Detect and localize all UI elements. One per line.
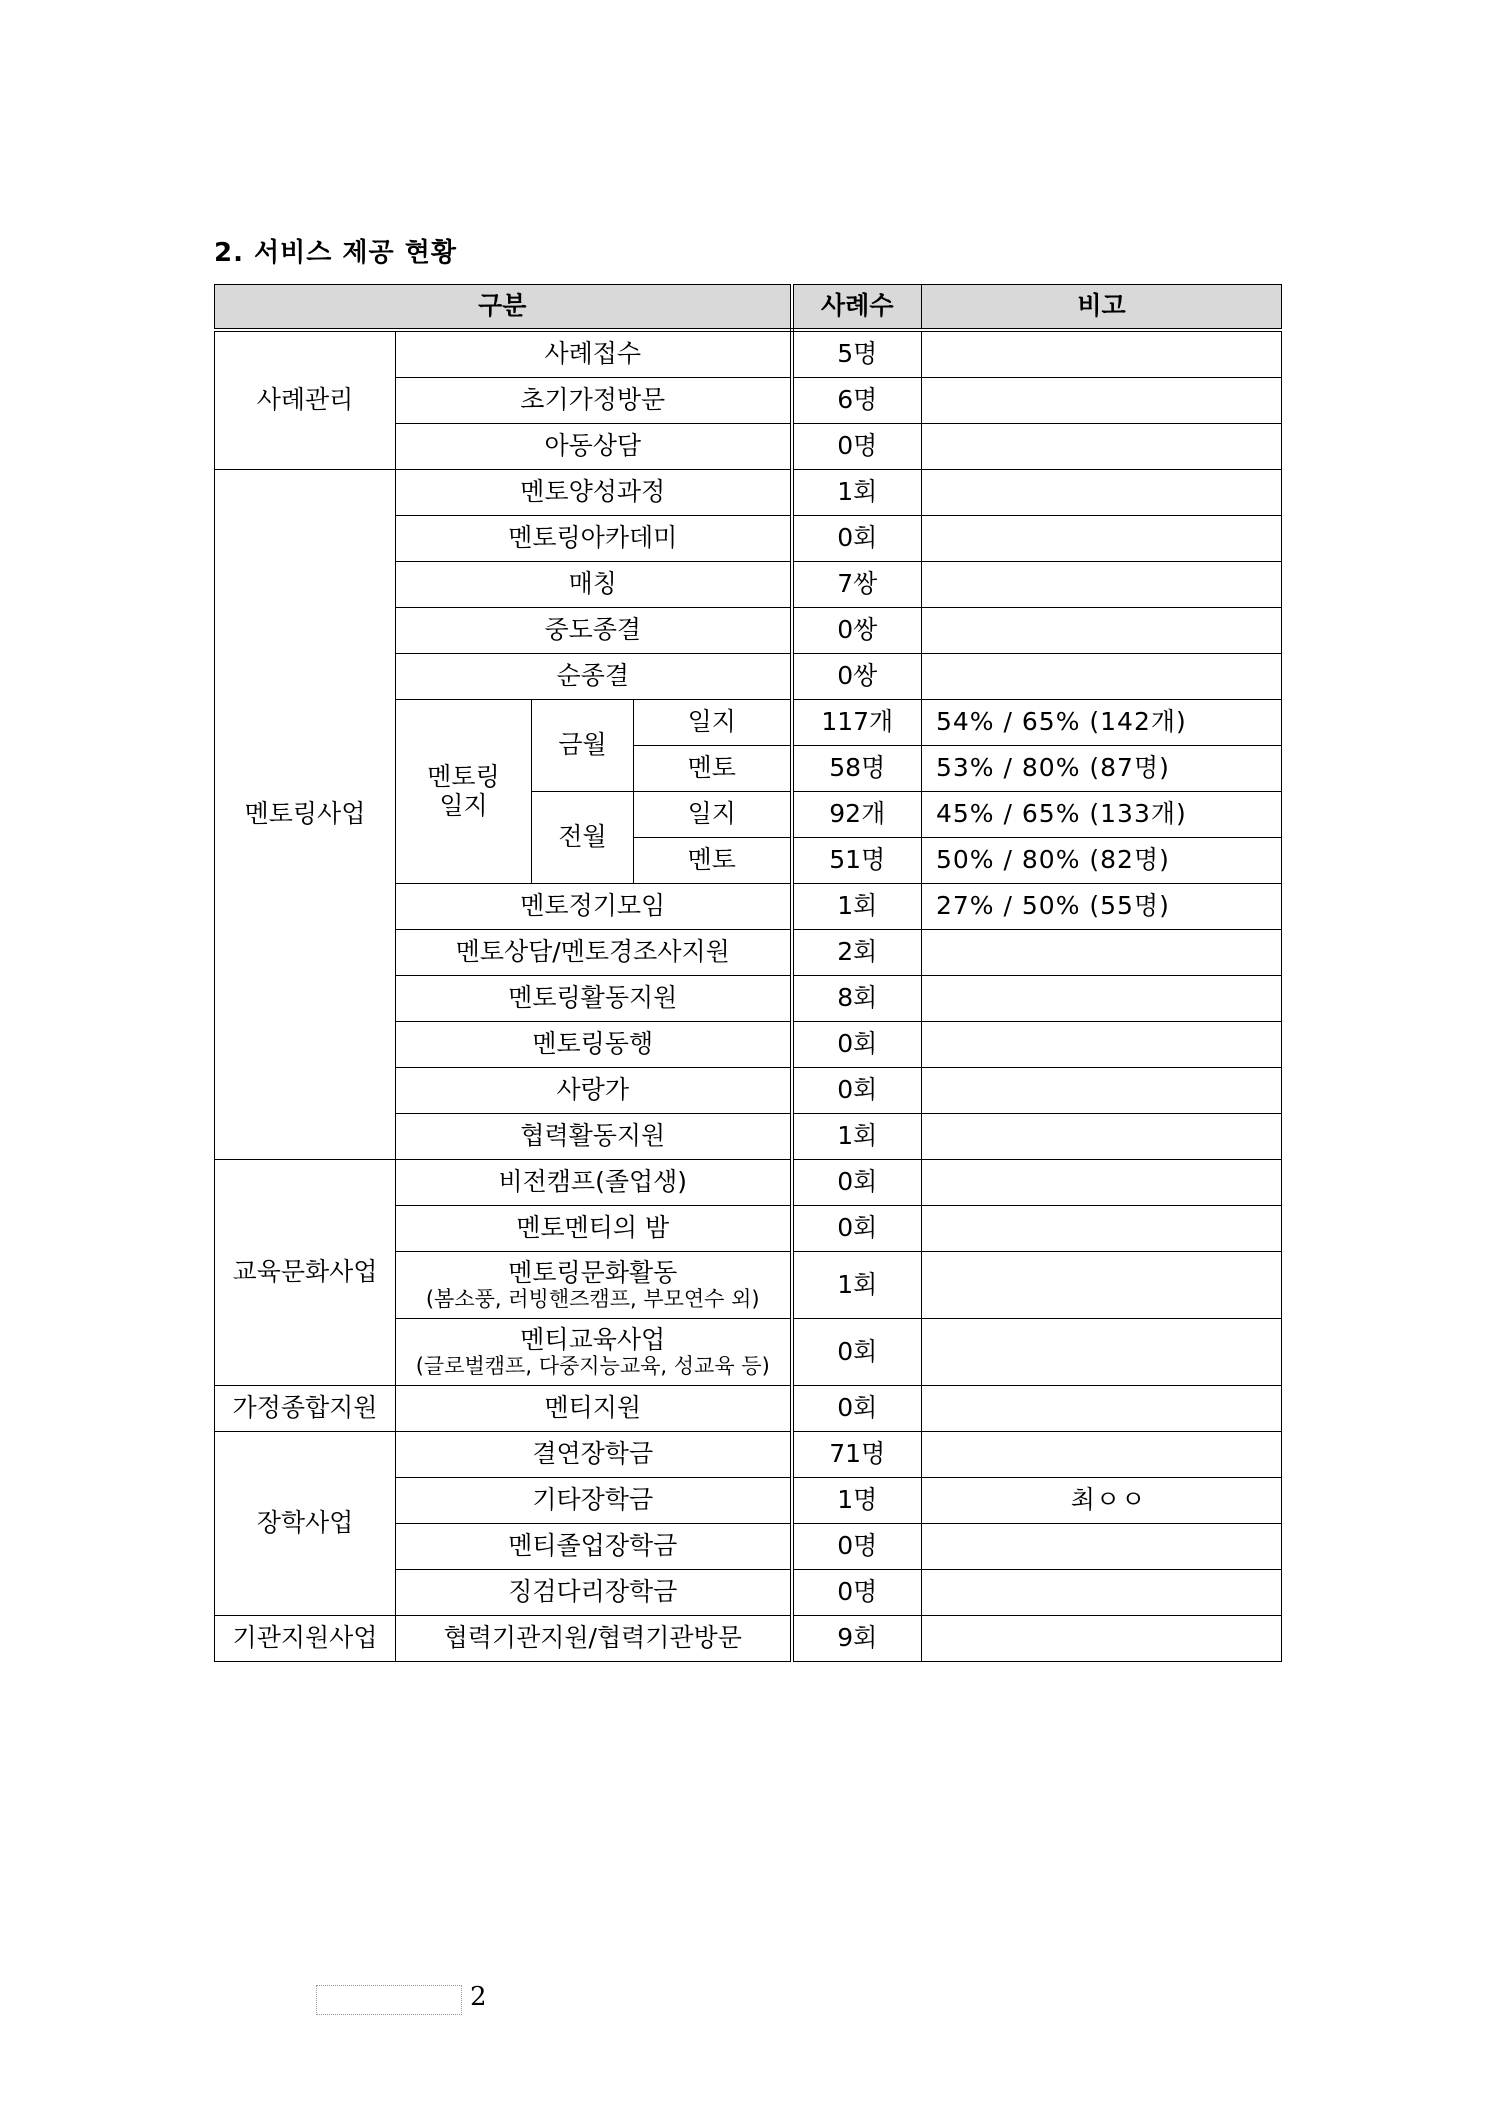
row-note: [922, 976, 1282, 1022]
row-count: 0회: [792, 1022, 922, 1068]
row-label: 멘토양성과정: [396, 470, 792, 516]
this-month-label: 금월: [532, 700, 634, 792]
row-note: [922, 1068, 1282, 1114]
table-row: [215, 1386, 1282, 1432]
last-month-journal-label: 일지: [634, 792, 792, 838]
group-scholarship: 장학사업: [215, 1432, 396, 1616]
row-note: [922, 1524, 1282, 1570]
row-label: 멘토상담/멘토경조사지원: [396, 930, 792, 976]
row-count: 0회: [792, 1386, 922, 1432]
last-month-mentor-note: 50% / 80% (82명): [922, 838, 1282, 884]
row-count: 0회: [792, 1068, 922, 1114]
this-month-journal-label: 일지: [634, 700, 792, 746]
table-row: [215, 1432, 1282, 1478]
service-status-table: [214, 284, 1282, 1662]
row-count: 0명: [792, 1570, 922, 1616]
row-note: [922, 330, 1282, 378]
row-label: 중도종결: [396, 608, 792, 654]
table-header-row: [215, 285, 1282, 331]
last-month-journal-note: 45% / 65% (133개): [922, 792, 1282, 838]
last-month-journal-count: 92개: [792, 792, 922, 838]
row-note: [922, 424, 1282, 470]
row-note: [922, 470, 1282, 516]
row-label: 협력기관지원/협력기관방문: [396, 1616, 792, 1662]
row-label: 매칭: [396, 562, 792, 608]
row-label: [396, 1252, 792, 1319]
row-count: 5명: [792, 330, 922, 378]
this-month-mentor-note: 53% / 80% (87명): [922, 746, 1282, 792]
row-count: 71명: [792, 1432, 922, 1478]
row-note: [922, 1616, 1282, 1662]
row-label: 기타장학금: [396, 1478, 792, 1524]
row-count: 0회: [792, 1206, 922, 1252]
mentoring-log-label-line1: 멘토링: [427, 761, 500, 791]
last-month-mentor-label: 멘토: [634, 838, 792, 884]
row-count: 0쌍: [792, 608, 922, 654]
group-agency-support: 기관지원사업: [215, 1616, 396, 1662]
row-label: 결연장학금: [396, 1432, 792, 1478]
table-row: [215, 1160, 1282, 1206]
row-note: [922, 930, 1282, 976]
this-month-mentor-count: 58명: [792, 746, 922, 792]
table-row: [215, 470, 1282, 516]
row-label: 멘토링활동지원: [396, 976, 792, 1022]
header-note: 비고: [922, 285, 1282, 331]
last-month-label: 전월: [532, 792, 634, 884]
row-note: [922, 516, 1282, 562]
row-label: 징검다리장학금: [396, 1570, 792, 1616]
row-note: [922, 562, 1282, 608]
row-note: [922, 1319, 1282, 1386]
row-label: 멘토정기모임: [396, 884, 792, 930]
row-count: 1회: [792, 884, 922, 930]
row-note: [922, 1022, 1282, 1068]
row-label: 순종결: [396, 654, 792, 700]
this-month-mentor-label: 멘토: [634, 746, 792, 792]
row-label: 멘토멘티의 밤: [396, 1206, 792, 1252]
row-label: 멘티지원: [396, 1386, 792, 1432]
row-note: [922, 1570, 1282, 1616]
row-label: 멘티졸업장학금: [396, 1524, 792, 1570]
row-count: 7쌍: [792, 562, 922, 608]
row-note: 최ㅇㅇ: [922, 1478, 1282, 1524]
mentoring-log-label: [396, 700, 532, 884]
mentoring-log-label-line2: 일지: [439, 790, 488, 820]
row-label: 아동상담: [396, 424, 792, 470]
row-count: 0회: [792, 516, 922, 562]
row-count: 0회: [792, 1160, 922, 1206]
row-note: [922, 1432, 1282, 1478]
row-count: 0회: [792, 1319, 922, 1386]
row-count: 9회: [792, 1616, 922, 1662]
row-label-main: 멘토링문화활동: [508, 1257, 678, 1287]
header-count: 사례수: [792, 285, 922, 331]
row-count: 8회: [792, 976, 922, 1022]
row-count: 1회: [792, 1114, 922, 1160]
row-label: 멘토링아카데미: [396, 516, 792, 562]
footer-placeholder-box: [316, 1985, 462, 2015]
page-number: 2: [470, 1982, 487, 2012]
row-label: 초기가정방문: [396, 378, 792, 424]
row-count: 0명: [792, 424, 922, 470]
row-label-sub: (봄소풍, 러빙핸즈캠프, 부모연수 외): [425, 1287, 760, 1312]
group-mentoring: 멘토링사업: [215, 470, 396, 1160]
row-note: [922, 654, 1282, 700]
row-label-sub: (글로벌캠프, 다중지능교육, 성교육 등): [415, 1354, 770, 1379]
row-count: 1회: [792, 1252, 922, 1319]
row-note: [922, 1252, 1282, 1319]
row-count: 6명: [792, 378, 922, 424]
row-count: 1명: [792, 1478, 922, 1524]
last-month-mentor-count: 51명: [792, 838, 922, 884]
row-note: [922, 1114, 1282, 1160]
row-note: [922, 608, 1282, 654]
row-count: 1회: [792, 470, 922, 516]
section-title: 2. 서비스 제공 현황: [214, 238, 457, 268]
row-count: 0명: [792, 1524, 922, 1570]
group-edu-culture: 교육문화사업: [215, 1160, 396, 1386]
table-row: [215, 1616, 1282, 1662]
group-family-support: 가정종합지원: [215, 1386, 396, 1432]
row-label: 비전캠프(졸업생): [396, 1160, 792, 1206]
table-row: [215, 330, 1282, 378]
row-label: 멘토링동행: [396, 1022, 792, 1068]
row-count: 2회: [792, 930, 922, 976]
row-label: 협력활동지원: [396, 1114, 792, 1160]
row-note: [922, 378, 1282, 424]
header-category: 구분: [215, 285, 792, 331]
group-case-management: 사례관리: [215, 330, 396, 470]
row-label: [396, 1319, 792, 1386]
row-label: 사랑가: [396, 1068, 792, 1114]
this-month-journal-note: 54% / 65% (142개): [922, 700, 1282, 746]
row-note: [922, 1206, 1282, 1252]
this-month-journal-count: 117개: [792, 700, 922, 746]
row-note: [922, 1160, 1282, 1206]
row-note: [922, 1386, 1282, 1432]
row-label: 사례접수: [396, 330, 792, 378]
row-label-main: 멘티교육사업: [520, 1324, 666, 1354]
row-count: 0쌍: [792, 654, 922, 700]
row-note: 27% / 50% (55명): [922, 884, 1282, 930]
